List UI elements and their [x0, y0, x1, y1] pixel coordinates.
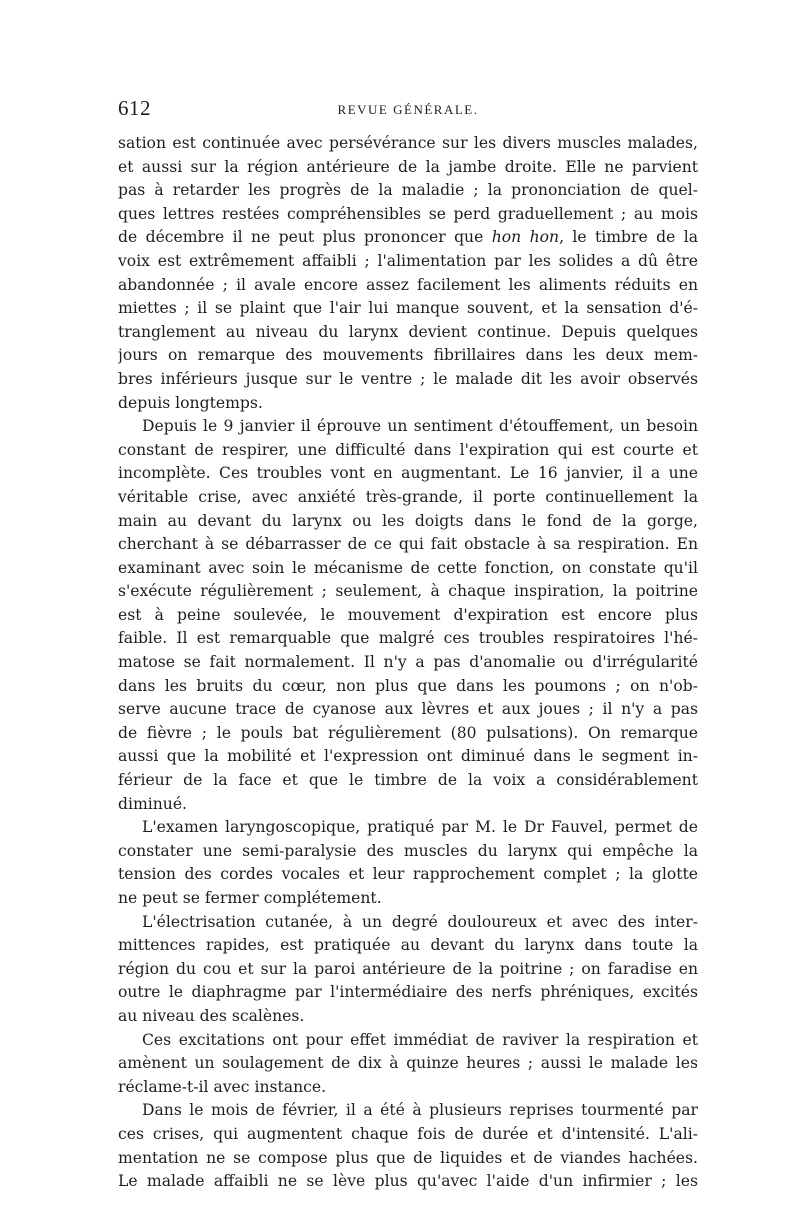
- page: [118, 96, 698, 1194]
- text-line: amènent un soulagement de dix à quinze heures ; aussi le malade les: [118, 1054, 698, 1073]
- text-line: bres inférieurs jusque sur le ventre ; le malade dit les avoir observés: [118, 369, 698, 388]
- text-line: abandonnée ; il avale encore assez facilement les aliments réduits en: [118, 275, 698, 294]
- text-line: Dans le mois de février, il a été à plusieurs reprises tourmenté par: [142, 1101, 698, 1120]
- text-line: est à peine soulevée, le mouvement d'expiration est encore plus: [118, 605, 698, 624]
- text-line: voix est extrêmement affaibli ; l'alimentation par les solides a dû être: [118, 251, 698, 270]
- text-line: L'électrisation cutanée, à un degré douloureux et avec des inter-: [142, 912, 698, 931]
- text-line: constant de respirer, une difficulté dans l'expiration qui est courte et: [118, 440, 698, 459]
- text-line: s'exécute régulièrement ; seulement, à chaque inspiration, la poitrine: [118, 582, 698, 601]
- text-line: mittences rapides, est pratiquée au devant du larynx dans toute la: [118, 936, 698, 955]
- text-line: incomplète. Ces troubles vont en augmentant. Le 16 janvier, il a une: [118, 464, 698, 483]
- text-line: faible. Il est remarquable que malgré ces troubles respiratoires l'hé-: [118, 629, 698, 648]
- text-line: mentation ne se compose plus que de liquides et de viandes hachées.: [118, 1148, 698, 1167]
- text-line: et aussi sur la région antérieure de la jambe droite. Elle ne parvient: [118, 157, 698, 176]
- paragraph: [118, 911, 698, 1029]
- text-line: matose se fait normalement. Il n'y a pas d'anomalie ou d'irrégularité: [118, 653, 698, 672]
- text-line: outre le diaphragme par l'intermédiaire des nerfs phréniques, excités: [118, 983, 698, 1002]
- text-line: dans les bruits du cœur, non plus que dans les poumons ; on n'ob-: [118, 676, 698, 695]
- text-line: depuis longtemps.: [118, 393, 263, 412]
- text-line: Le malade affaibli ne se lève plus qu'avec l'aide d'un infirmier ; les: [118, 1172, 698, 1191]
- text-line: au niveau des scalènes.: [118, 1006, 305, 1025]
- text-line: ne peut se fermer complétement.: [118, 889, 382, 907]
- text-line: L'examen laryngoscopique, pratiqué par M. le Dr Fauvel, permet de: [142, 818, 698, 837]
- text-line: tranglement au niveau du larynx devient continue. Depuis quelques: [118, 322, 698, 341]
- text-line: réclame-t-il avec instance.: [118, 1077, 327, 1096]
- text-line: Ces excitations ont pour effet immédiat de raviver la respiration et: [142, 1030, 698, 1049]
- text-line: tension des cordes vocales et leur rapprochement complet ; la glotte: [118, 865, 698, 884]
- text-line: Depuis le 9 janvier il éprouve un sentiment d'étouffement, un besoin: [142, 417, 698, 436]
- text-line: aussi que la mobilité et l'expression ont diminué dans le segment in-: [118, 747, 698, 766]
- text-line: examinant avec soin le mécanisme de cette fonction, on constate qu'il: [118, 558, 698, 577]
- text-line: pas à retarder les progrès de la maladie ; la prononciation de quel-: [118, 181, 698, 200]
- text-line: ques lettres restées compréhensibles se perd graduellement ; au mois: [118, 204, 698, 223]
- paragraph: [118, 1099, 698, 1193]
- text-line: région du cou et sur la paroi antérieure de la poitrine ; on faradise en: [118, 959, 698, 978]
- text-line: férieur de la face et que le timbre de la voix a considérablement: [118, 771, 698, 790]
- page-number: 612: [118, 96, 151, 120]
- text-line: constater une semi-paralysie des muscles du larynx qui empêche la: [118, 841, 698, 860]
- paragraph: [118, 132, 698, 415]
- text-line: véritable crise, avec anxiété très-grande, il porte continuellement la: [118, 487, 698, 506]
- paragraph: [118, 816, 698, 910]
- text-line: miettes ; il se plaint que l'air lui manque souvent, et la sensation d'é-: [118, 299, 698, 318]
- text-line: jours on remarque des mouvements fibrillaires dans les deux mem-: [118, 346, 698, 365]
- text-line: cherchant à se débarrasser de ce qui fait obstacle à sa respiration. En: [118, 535, 698, 554]
- paragraph: [118, 415, 698, 816]
- text-line: ces crises, qui augmentent chaque fois de durée et d'intensité. L'ali-: [118, 1124, 698, 1143]
- text-line: de fièvre ; le pouls bat régulièrement (80 pulsations). On remarque: [118, 723, 698, 742]
- text-line: de décembre il ne peut plus prononcer que hon hon, le timbre de la: [118, 228, 698, 247]
- running-title: REVUE GÉNÉRALE.: [337, 102, 479, 117]
- text-line: diminué.: [118, 794, 188, 813]
- running-head: [118, 96, 698, 128]
- paragraph: [118, 1029, 698, 1100]
- text-line: serve aucune trace de cyanose aux lèvres et aux joues ; il n'y a pas: [118, 700, 698, 719]
- text-line: main au devant du larynx ou les doigts dans le fond de la gorge,: [118, 511, 698, 530]
- body-text: [118, 132, 698, 1194]
- text-line: sation est continuée avec persévérance sur les divers muscles malades,: [118, 134, 698, 152]
